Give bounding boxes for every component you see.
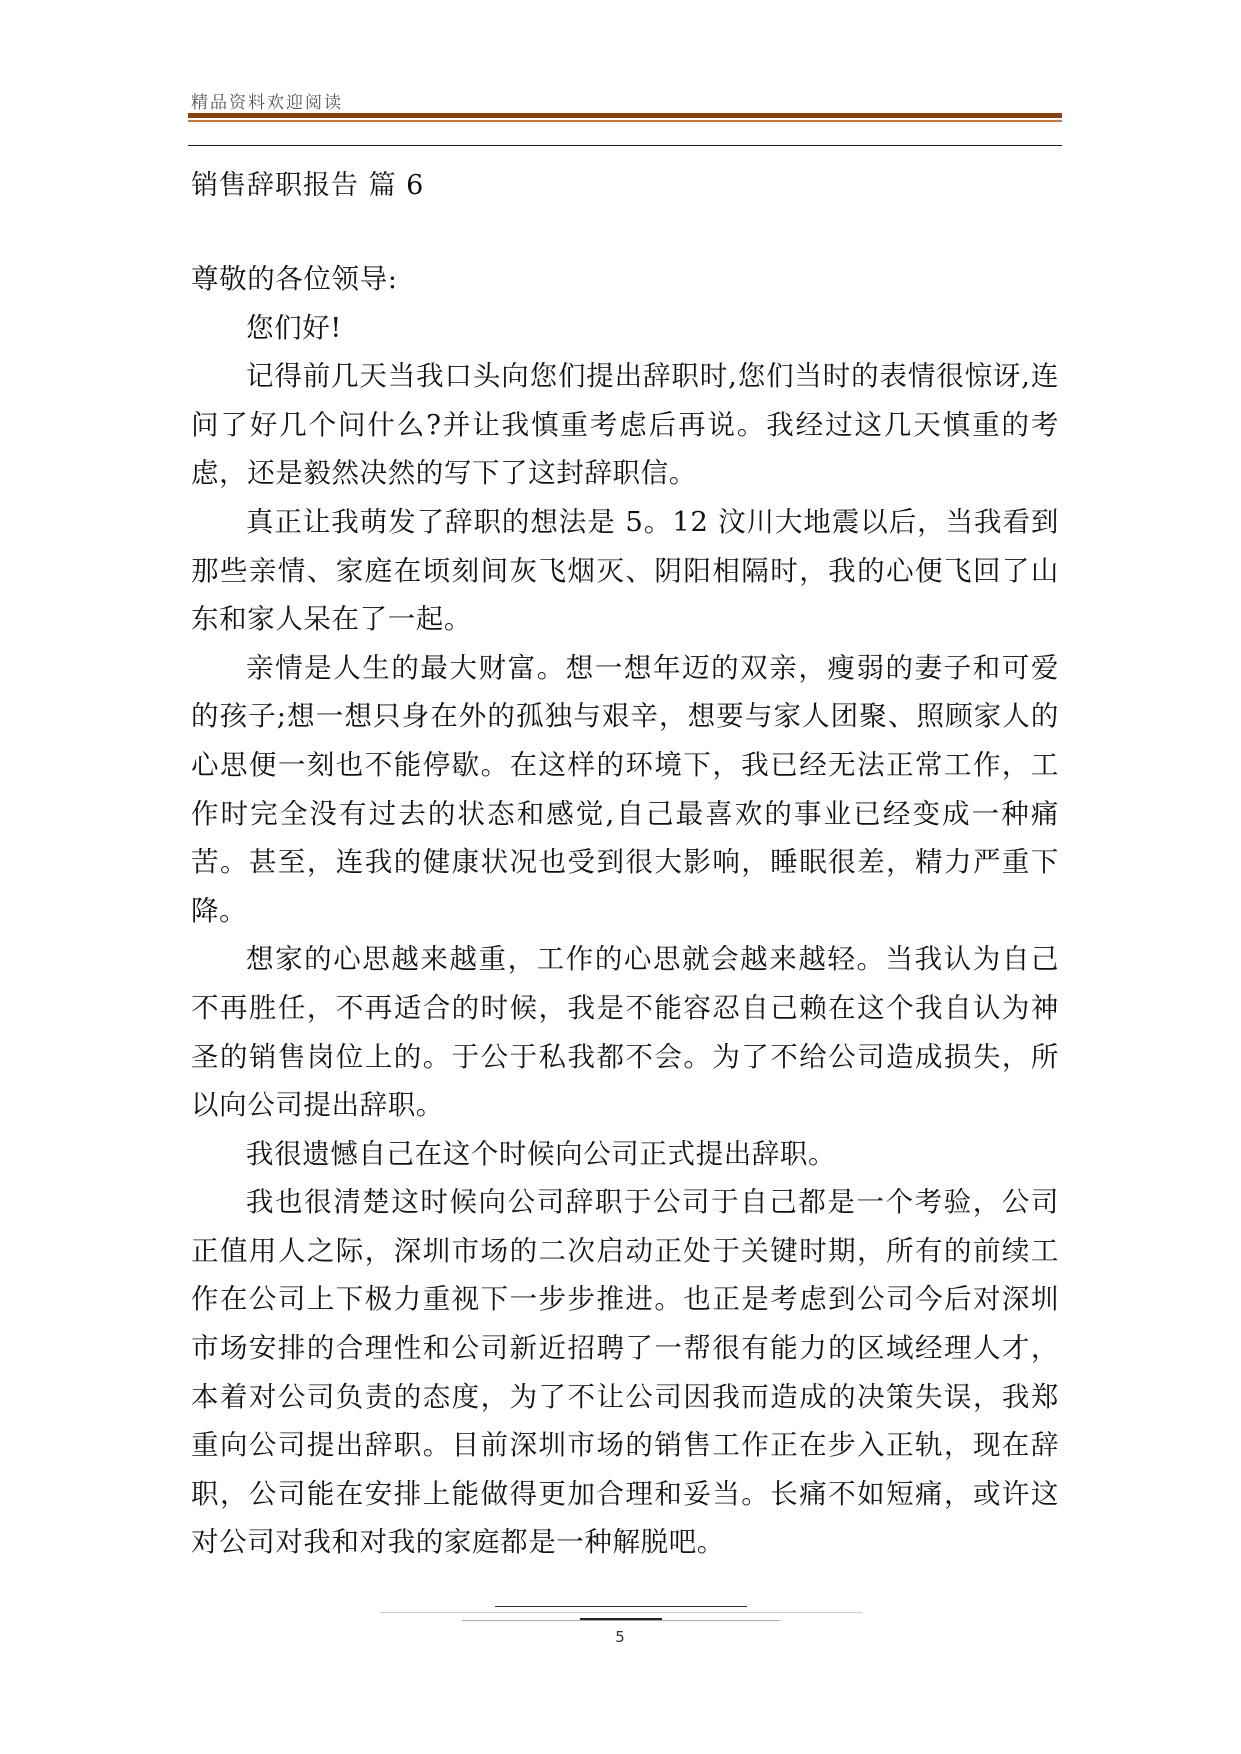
document-title: 销售辞职报告 篇 6 xyxy=(191,170,425,201)
footer-rule-top xyxy=(495,1606,747,1607)
footer-rule-lower xyxy=(462,1620,780,1621)
document-body xyxy=(191,255,1059,1567)
header-rule-thin xyxy=(188,120,1062,122)
paragraph: 亲情是人生的最大财富。想一想年迈的双亲，瘦弱的妻子和可爱的孩子;想一想只身在外的孤独与艰辛，想要与家人团聚、照顾家人的心思便一刻也不能停歇。在这样的环境下，我已经无法正常工作，工作时完全没有过去的状态和感觉,自己最喜欢的事业已经变成一种痛苦。甚至，连我的健康状况也受到很大影响，睡眠很差，精力严重下降。 xyxy=(191,651,1059,927)
paragraph: 我很遗憾自己在这个时候向公司正式提出辞职。 xyxy=(246,1137,837,1170)
salutation: 尊敬的各位领导: xyxy=(191,263,398,295)
paragraph: 我也很清楚这时候向公司辞职于公司于自己都是一个考验，公司正值用人之际，深圳市场的二次启动正处于关键时期，所有的前续工作在公司上下极力重视下一步步推进。也正是考虑到公司今后对深圳市场安排的合理性和公司新近招聘了一帮很有能力的区域经理人才，本着对公司负责的态度，为了不让公司因我而造成的决策失误，我郑重向公司提出辞职。目前深圳市场的销售工作正在步入正轨，现在辞职，公司能在安排上能做得更加合理和妥当。长痛不如短痛，或许这对公司对我和对我的家庭都是一种解脱吧。 xyxy=(191,1186,1059,1559)
page-number: 5 xyxy=(615,1628,625,1646)
paragraph: 真正让我萌发了辞职的想法是 5。12 汶川大地震以后，当我看到那些亲情、家庭在顷刻间灰飞烟灭、阴阳相隔时，我的心便飞回了山东和家人呆在了一起。 xyxy=(191,505,1059,636)
paragraph-greeting: 您们好! xyxy=(246,311,342,344)
paragraph: 想家的心思越来越重，工作的心思就会越来越轻。当我认为自己不再胜任，不再适合的时候，我是不能容忍自己赖在这个我自认为神圣的销售岗位上的。于公于私我都不会。为了不给公司造成损失，所以向公司提出辞职。 xyxy=(191,943,1059,1122)
paragraph: 记得前几天当我口头向您们提出辞职时,您们当时的表情很惊讶,连问了好几个问什么?并让我慎重考虑后再说。我经过这几天慎重的考虑，还是毅然决然的写下了这封辞职信。 xyxy=(191,360,1059,490)
header-rule-thick xyxy=(188,113,1062,118)
page-header-text: 精品资料欢迎阅读 xyxy=(191,93,343,113)
header-rule-dark xyxy=(188,145,1062,146)
footer-rule-wide xyxy=(380,1612,862,1613)
